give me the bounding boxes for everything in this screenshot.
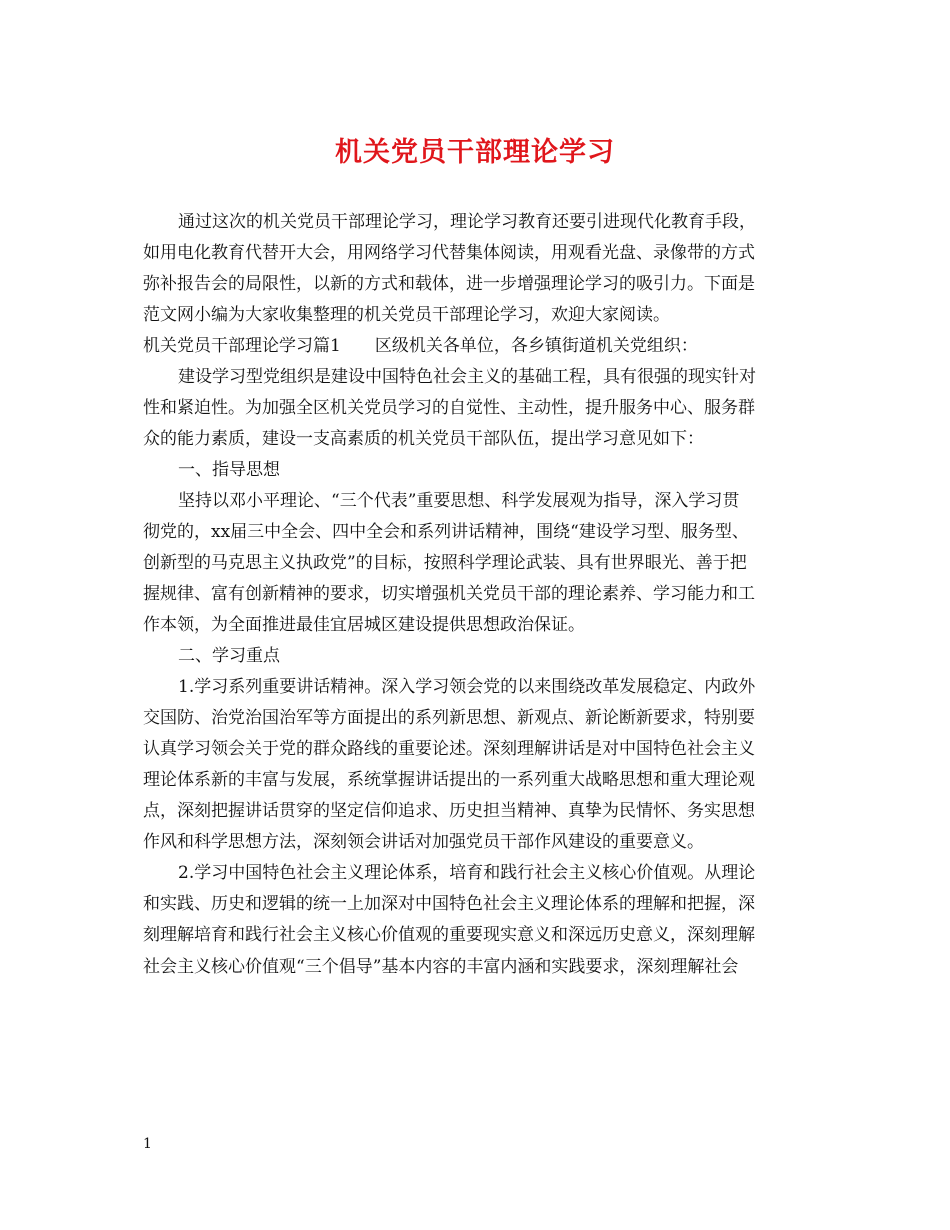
paragraph-line: 作风和科学思想方法，深刻领会讲话对加强党员干部作风建设的重要意义。 (143, 832, 704, 852)
paragraph-line: 通过这次的机关党员干部理论学习，理论学习教育还要引进现代化教育手段， (178, 212, 756, 232)
paragraph-line: 弥补报告会的局限性，以新的方式和载体，进一步增强理论学习的吸引力。下面是 (143, 274, 755, 294)
paragraph-line: 交国防、治党治国治军等方面提出的系列新思想、新观点、新论断新要求，特别要 (143, 708, 755, 728)
paragraph-line: 建设学习型党组织是建设中国特色社会主义的基础工程，具有很强的现实针对 (178, 367, 756, 387)
paragraph-line: 2.学习中国特色社会主义理论体系，培育和践行社会主义核心价值观。从理论 (178, 863, 756, 883)
subheading-guiding-thought: 一、指导思想 (178, 460, 280, 480)
paragraph-line: 性和紧迫性。为加强全区机关党员学习的自觉性、主动性，提升服务中心、服务群 (143, 398, 755, 418)
subheading-study-focus: 二、学习重点 (178, 646, 280, 666)
paragraph-line: 彻党的，xx届三中全会、四中全会和系列讲话精神，围绕“建设学习型、服务型、 (143, 522, 749, 542)
document-title: 机关党员干部理论学习 (335, 137, 615, 168)
section-heading-salutation: 区级机关各单位，各乡镇街道机关党组织： (374, 336, 698, 356)
paragraph-line: 创新型的马克思主义执政党”的目标，按照科学理论武装、具有世界眼光、善于把 (143, 553, 747, 573)
paragraph-line: 刻理解培育和践行社会主义核心价值观的重要现实意义和深远历史意义，深刻理解 (143, 925, 755, 945)
paragraph-line: 握规律、富有创新精神的要求，切实增强机关党员干部的理论素养、学习能力和工 (143, 584, 755, 604)
paragraph-line: 理论体系新的丰富与发展，系统掌握讲话提出的一系列重大战略思想和重大理论观 (143, 770, 755, 790)
paragraph-line: 和实践、历史和逻辑的统一上加深对中国特色社会主义理论体系的理解和把握，深 (143, 894, 755, 914)
paragraph-line: 认真学习领会关于党的群众路线的重要论述。深刻理解讲话是对中国特色社会主义 (143, 739, 755, 759)
section-heading-title: 机关党员干部理论学习篇1 (143, 336, 341, 356)
paragraph-line: 范文网小编为大家收集整理的机关党员干部理论学习，欢迎大家阅读。 (143, 305, 670, 325)
paragraph-line: 众的能力素质，建设一支高素质的机关党员干部队伍，提出学习意见如下： (143, 429, 704, 449)
paragraph-line: 坚持以邓小平理论、“三个代表”重要思想、科学发展观为指导，深入学习贯 (178, 491, 740, 511)
paragraph-line: 作本领，为全面推进最佳宜居城区建设提供思想政治保证。 (143, 615, 585, 635)
paragraph-line: 1.学习系列重要讲话精神。深入学习领会党的以来围绕改革发展稳定、内政外 (178, 677, 756, 697)
paragraph-line: 点，深刻把握讲话贯穿的坚定信仰追求、历史担当精神、真挚为民情怀、务实思想 (143, 801, 755, 821)
paragraph-line: 社会主义核心价值观“三个倡导”基本内容的丰富内涵和实践要求，深刻理解社会 (143, 957, 739, 977)
paragraph-line: 如用电化教育代替开大会，用网络学习代替集体阅读，用观看光盘、录像带的方式 (143, 243, 755, 263)
page-number: 1 (143, 1136, 152, 1152)
section-heading (143, 331, 813, 362)
document-body (143, 207, 813, 984)
